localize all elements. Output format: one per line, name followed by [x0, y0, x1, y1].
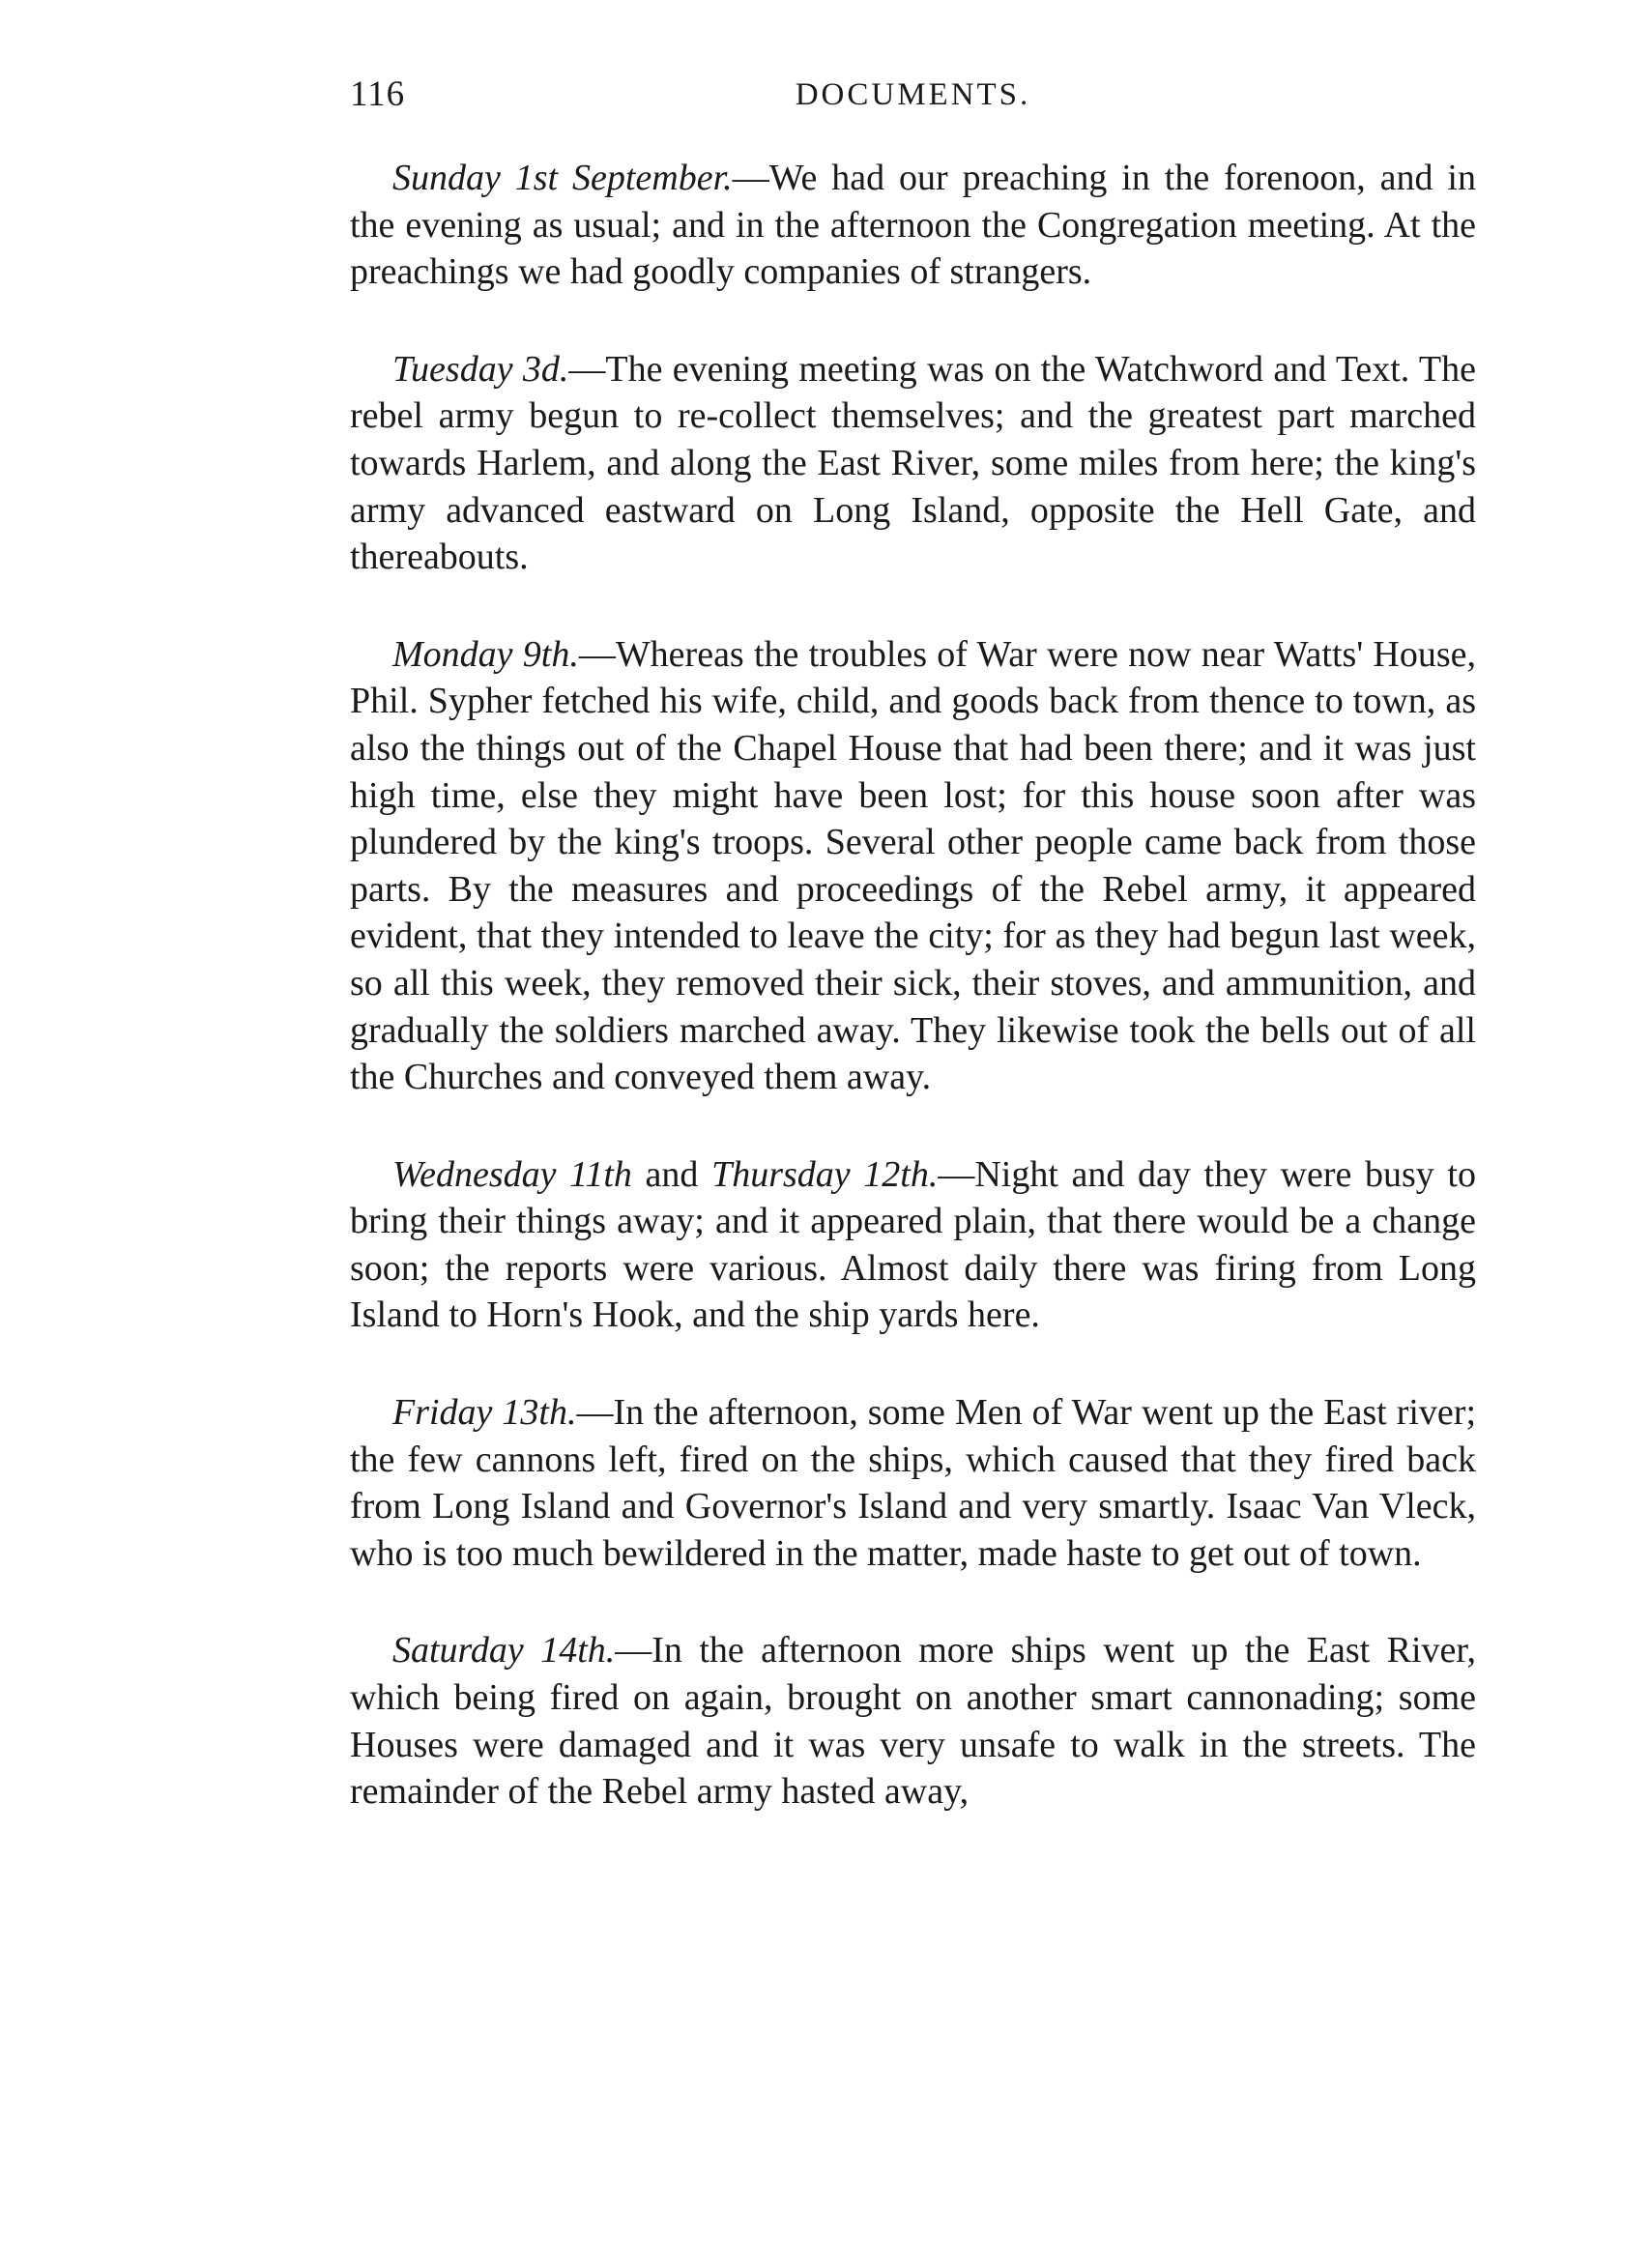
entry-saturday-14th [350, 1627, 1476, 1815]
entry-monday-9th [350, 631, 1476, 1101]
entry-text: —The evening meeting was on the Watchword and Text. The rebel army begun to re-collect themselves; and the greatest part marched towards Harlem, and along the East River, some miles from here; the king's army advanced eastward on Long Island, opposite the Hell Gate, and thereabouts. [350, 348, 1477, 578]
page-number: 116 [350, 74, 406, 114]
entry-date: Tuesday 3d. [392, 348, 569, 390]
entry-text: —In the afternoon, some Men of War went up the East river; the few cannons left, fired on the ships, which caused that they fired back from Long Island and Governor's Island and very smartly. Isaac Van Vleck, who is too much bewildered in the matter, made haste to get out of town. [350, 1392, 1477, 1574]
page-body [350, 155, 1476, 1816]
entry-text: —Night and day they were busy to bring their things away; and it appeared plain, that there would be a change soon; the reports were various. Almost daily there was firing from Long Island to Horn's Hook, and the ship yards here. [350, 1153, 1476, 1336]
entry-text: —We had our preaching in the forenoon, and in the evening as usual; and in the afternoon the Congregation meeting. At the preachings we had goodly companies of strangers. [350, 158, 1476, 293]
entry-date-joiner: and [631, 1153, 712, 1195]
running-title: DOCUMENTS. [795, 77, 1031, 112]
entry-friday-13th [350, 1389, 1476, 1577]
entry-tuesday-3d [350, 346, 1476, 581]
entry-date: Wednesday 11th [392, 1153, 632, 1195]
entry-date: Sunday 1st September. [392, 158, 733, 198]
entry-text: —Whereas the troubles of War were now near Watts' House, Phil. Sypher fetched his wife, child, and goods back from thence to town, as also the things out of the Chapel House that had been there; and it was just high time, else they might have been lost; for this house soon after was plundered by the king's troops. Several other people came back from those parts. By the measures and proceedings of the Rebel army, it appeared evident, that they intended to leave the city; for as they had begun last week, so all this week, they removed their sick, their stoves, and ammunition, and gradually the soldiers marched away. They likewise took the bells out of all the Churches and conveyed them away. [350, 633, 1476, 1098]
entry-sunday-1st-september [350, 155, 1476, 296]
entry-date-second: Thursday 12th. [711, 1153, 939, 1195]
entry-text: —In the afternoon more ships went up the East River, which being fired on again, brought on another smart cannonading; some Houses were damaged and it was very unsafe to walk in the streets. The remainder of the Rebel army hasted away, [350, 1630, 1476, 1813]
running-head [350, 66, 1476, 124]
entry-date: Friday 13th. [392, 1392, 577, 1434]
entry-wednesday-thursday [350, 1151, 1476, 1339]
entry-date: Monday 9th. [392, 633, 579, 675]
entry-date: Saturday 14th. [392, 1630, 616, 1672]
